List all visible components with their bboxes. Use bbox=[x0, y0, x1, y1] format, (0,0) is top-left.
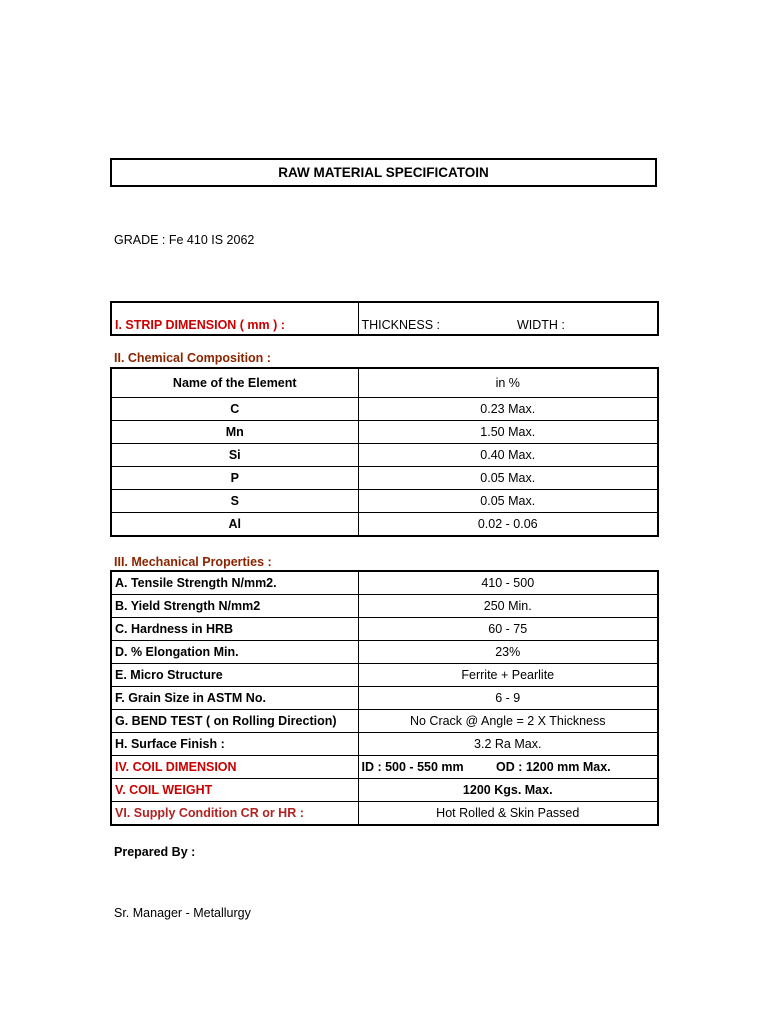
coil-weight-label: V. COIL WEIGHT bbox=[111, 779, 358, 802]
table-row bbox=[111, 733, 658, 756]
signatory-title: Sr. Manager - Metallurgy bbox=[114, 906, 251, 920]
percent-cell: 0.23 Max. bbox=[358, 398, 658, 421]
element-cell: S bbox=[111, 490, 358, 513]
supply-condition-label: VI. Supply Condition CR or HR : bbox=[111, 802, 358, 826]
property-cell: F. Grain Size in ASTM No. bbox=[111, 687, 358, 710]
percent-cell: 1.50 Max. bbox=[358, 421, 658, 444]
percent-cell: 0.02 - 0.06 bbox=[358, 513, 658, 537]
supply-condition-value: Hot Rolled & Skin Passed bbox=[358, 802, 658, 826]
coil-od-value: OD : 1200 mm Max. bbox=[496, 760, 611, 774]
mechanical-properties-table bbox=[110, 570, 659, 826]
table-row bbox=[111, 618, 658, 641]
table-row bbox=[111, 398, 658, 421]
table-row bbox=[111, 444, 658, 467]
table-row bbox=[111, 687, 658, 710]
percent-cell: 0.05 Max. bbox=[358, 467, 658, 490]
element-column-header: Name of the Element bbox=[111, 368, 358, 398]
prepared-by-label: Prepared By : bbox=[114, 845, 196, 859]
table-row bbox=[111, 513, 658, 537]
property-value-cell: No Crack @ Angle = 2 X Thickness bbox=[358, 710, 658, 733]
percent-column-header: in % bbox=[358, 368, 658, 398]
property-cell: B. Yield Strength N/mm2 bbox=[111, 595, 358, 618]
property-cell: H. Surface Finish : bbox=[111, 733, 358, 756]
property-cell: G. BEND TEST ( on Rolling Direction) bbox=[111, 710, 358, 733]
coil-weight-value: 1200 Kgs. Max. bbox=[358, 779, 658, 802]
strip-dimension-label: I. STRIP DIMENSION ( mm ) : bbox=[111, 302, 358, 335]
property-cell: C. Hardness in HRB bbox=[111, 618, 358, 641]
table-row bbox=[111, 664, 658, 687]
table-row bbox=[111, 490, 658, 513]
property-value-cell: 3.2 Ra Max. bbox=[358, 733, 658, 756]
chemical-composition-heading: II. Chemical Composition : bbox=[114, 351, 271, 365]
coil-dimension-label: IV. COIL DIMENSION bbox=[111, 756, 358, 779]
document-title: RAW MATERIAL SPECIFICATOIN bbox=[110, 158, 657, 187]
property-value-cell: 410 - 500 bbox=[358, 571, 658, 595]
property-value-cell: 23% bbox=[358, 641, 658, 664]
table-row bbox=[111, 421, 658, 444]
strip-dimension-values bbox=[358, 302, 658, 335]
coil-id-value: ID : 500 - 550 mm bbox=[361, 760, 464, 774]
property-value-cell: 6 - 9 bbox=[358, 687, 658, 710]
table-row bbox=[111, 571, 658, 595]
table-row bbox=[111, 756, 658, 779]
table-row bbox=[111, 302, 658, 335]
table-row bbox=[111, 710, 658, 733]
property-value-cell: 250 Min. bbox=[358, 595, 658, 618]
table-row bbox=[111, 467, 658, 490]
table-row bbox=[111, 802, 658, 826]
table-header-row bbox=[111, 368, 658, 398]
chemical-composition-table bbox=[110, 367, 659, 537]
element-cell: P bbox=[111, 467, 358, 490]
property-value-cell: 60 - 75 bbox=[358, 618, 658, 641]
table-row bbox=[111, 641, 658, 664]
thickness-label: THICKNESS : bbox=[361, 318, 440, 332]
percent-cell: 0.40 Max. bbox=[358, 444, 658, 467]
element-cell: C bbox=[111, 398, 358, 421]
property-cell: D. % Elongation Min. bbox=[111, 641, 358, 664]
table-row bbox=[111, 779, 658, 802]
property-cell: E. Micro Structure bbox=[111, 664, 358, 687]
mechanical-properties-heading: III. Mechanical Properties : bbox=[114, 555, 272, 569]
strip-dimension-table bbox=[110, 301, 659, 336]
width-label: WIDTH : bbox=[517, 318, 565, 332]
property-cell: A. Tensile Strength N/mm2. bbox=[111, 571, 358, 595]
coil-dimension-values bbox=[358, 756, 658, 779]
table-row bbox=[111, 595, 658, 618]
grade-line: GRADE : Fe 410 IS 2062 bbox=[114, 233, 255, 247]
element-cell: Mn bbox=[111, 421, 358, 444]
element-cell: Al bbox=[111, 513, 358, 537]
percent-cell: 0.05 Max. bbox=[358, 490, 658, 513]
property-value-cell: Ferrite + Pearlite bbox=[358, 664, 658, 687]
element-cell: Si bbox=[111, 444, 358, 467]
